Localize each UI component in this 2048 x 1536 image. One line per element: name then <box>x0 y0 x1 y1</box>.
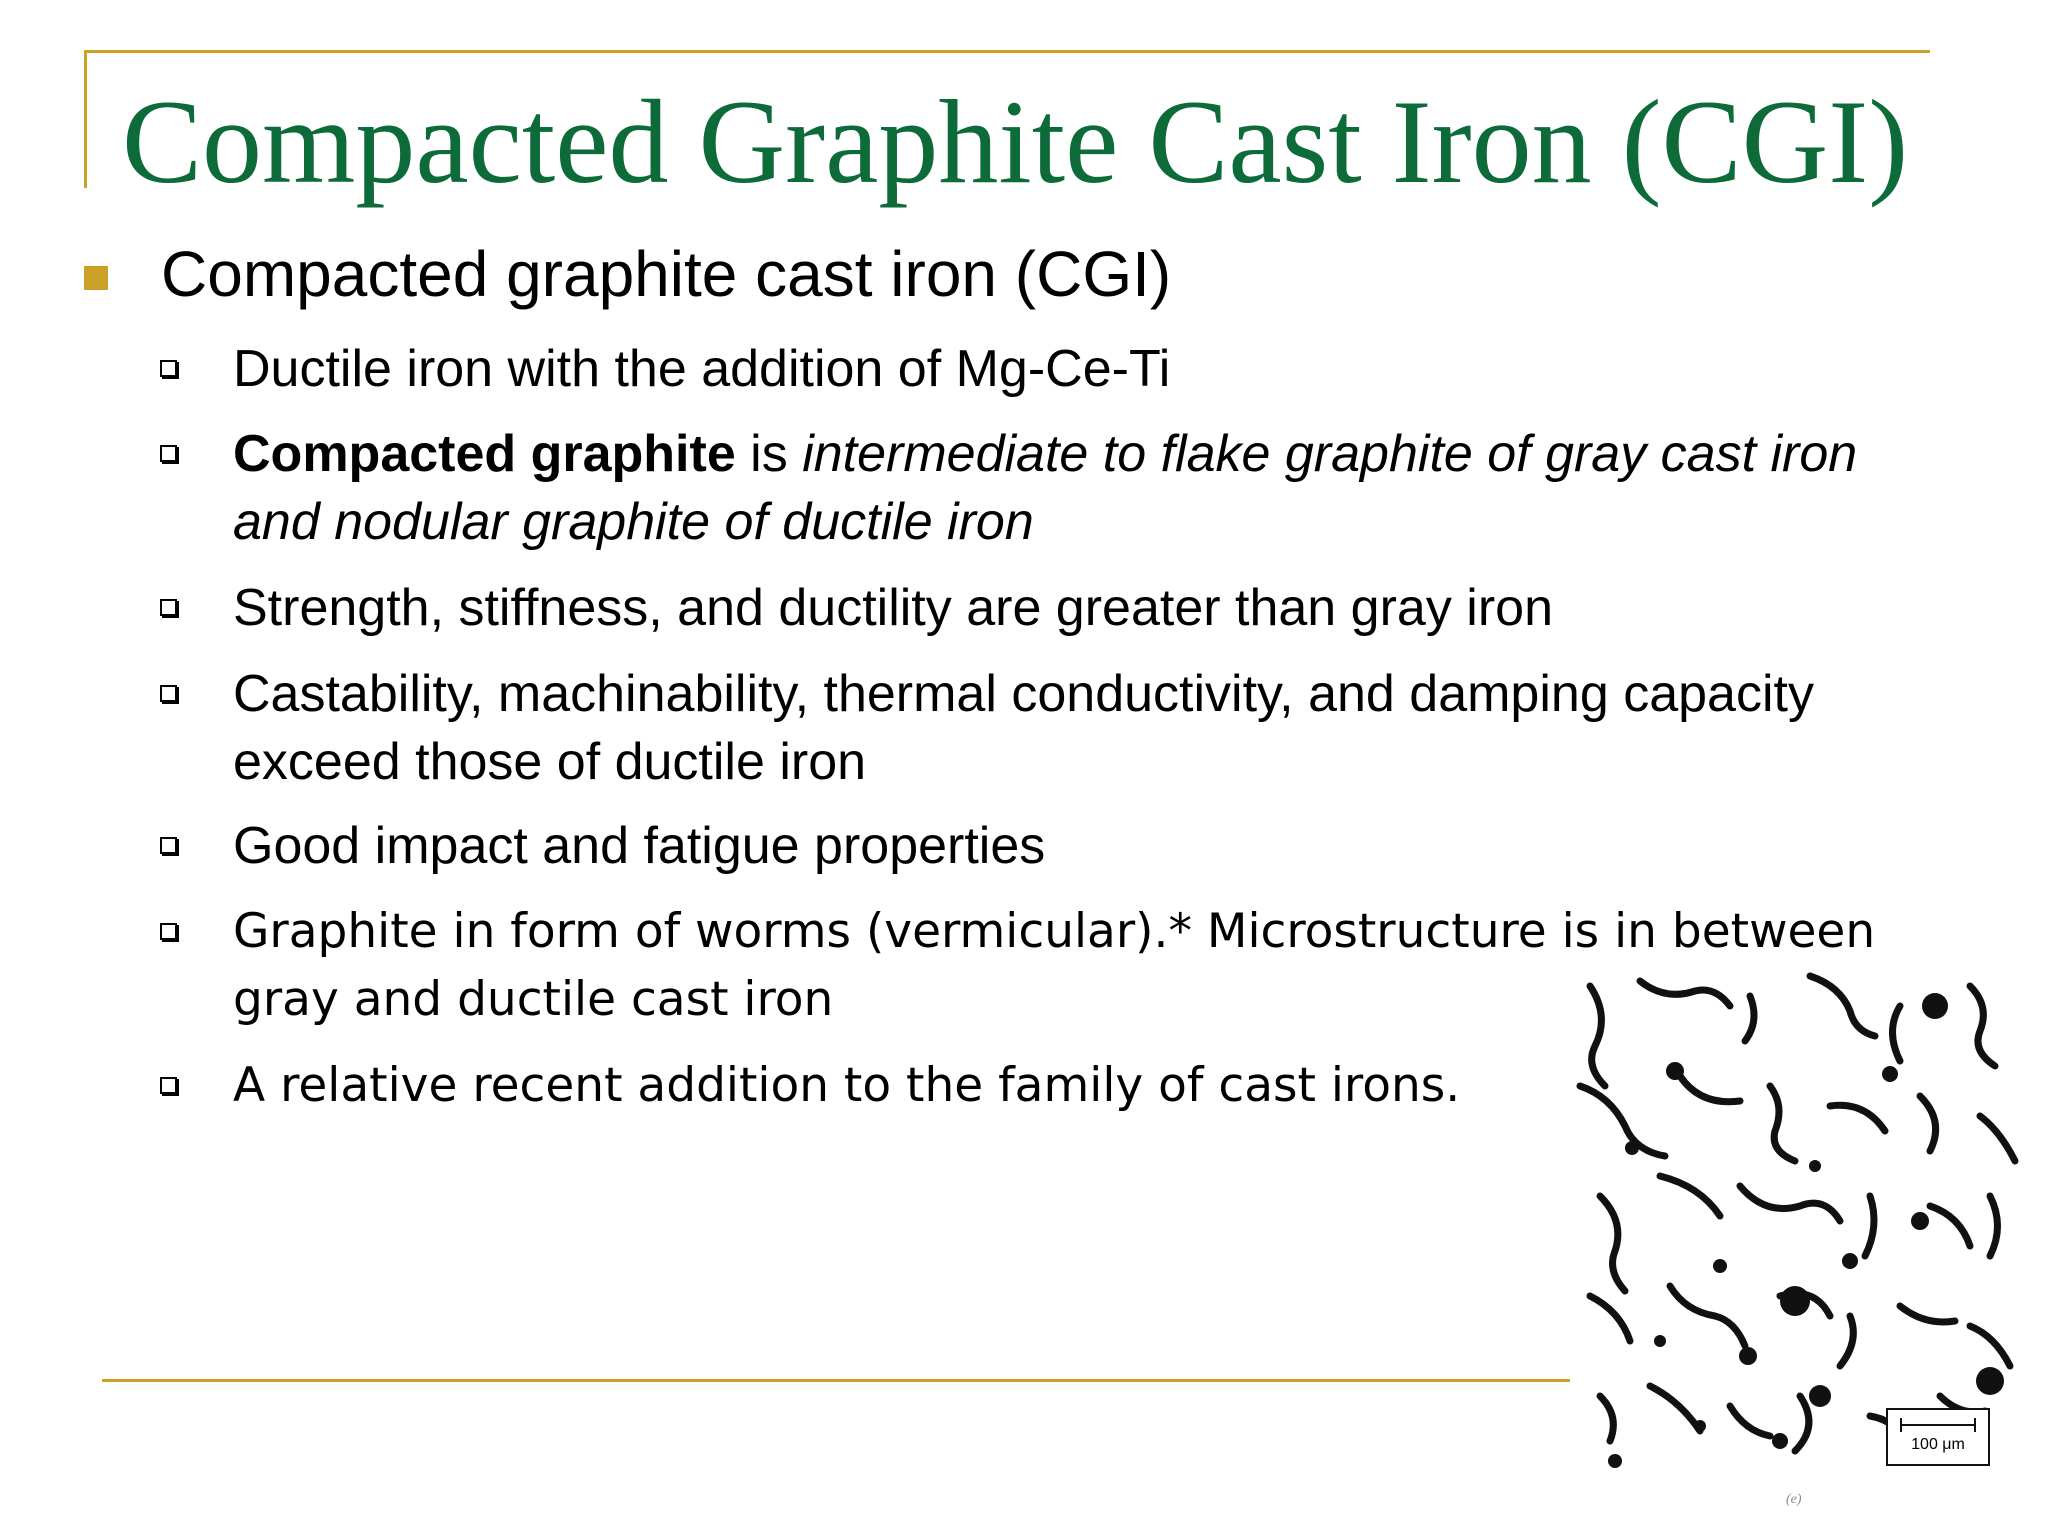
plain-text: is <box>735 425 803 483</box>
top-rule <box>84 50 1930 53</box>
square-bullet-icon <box>84 266 108 290</box>
sub-bullet-text: Ductile iron with the addition of Mg-Ce-Ti <box>233 340 1171 398</box>
checkbox-bullet-icon <box>160 360 177 377</box>
sub-bullet-text: Strength, stiffness, and ductility are greater than gray iron <box>233 579 1553 637</box>
sub-bullet-2 <box>160 420 1920 556</box>
sub-bullet-text <box>233 420 1873 556</box>
checkbox-bullet-icon <box>160 445 177 462</box>
scale-tick <box>1974 1418 1976 1432</box>
scale-bar <box>1886 1408 1990 1466</box>
checkbox-bullet-icon <box>160 685 177 702</box>
italic-text: intermediate to flake graphite of gray cast iron and nodular graphite of ductile iron <box>233 425 1858 551</box>
checkbox-bullet-icon <box>160 923 177 940</box>
left-rule <box>84 50 87 188</box>
checkbox-bullet-icon <box>160 599 177 616</box>
sub-bullet-4 <box>160 660 1920 796</box>
sub-bullet-text: Graphite in form of worms (vermicular).* Microstructure is in between gray and ductile cast iron <box>233 904 1876 1027</box>
bold-term: Compacted graphite <box>233 425 736 483</box>
slide-title: Compacted Graphite Cast Iron (CGI) <box>122 75 1909 208</box>
scale-line <box>1900 1424 1976 1426</box>
sub-bullet-text: A relative recent addition to the family of cast irons. <box>233 1058 1461 1113</box>
panel-label: (e) <box>1786 1492 1802 1507</box>
scale-label: 100 μm <box>1911 1436 1965 1453</box>
bottom-rule <box>102 1379 1582 1382</box>
sub-bullet-1 <box>160 335 1920 403</box>
main-bullet-text: Compacted graphite cast iron (CGI) <box>161 238 1172 310</box>
sub-bullet-text: Castability, machinability, thermal conductivity, and damping capacity exceed those of ductile iron <box>233 665 1814 791</box>
main-bullet <box>84 236 1171 312</box>
sub-bullet-5 <box>160 812 1920 880</box>
sub-bullet-3 <box>160 574 1920 642</box>
sub-bullet-text: Good impact and fatigue properties <box>233 817 1046 875</box>
checkbox-bullet-icon <box>160 1077 177 1094</box>
checkbox-bullet-icon <box>160 837 177 854</box>
